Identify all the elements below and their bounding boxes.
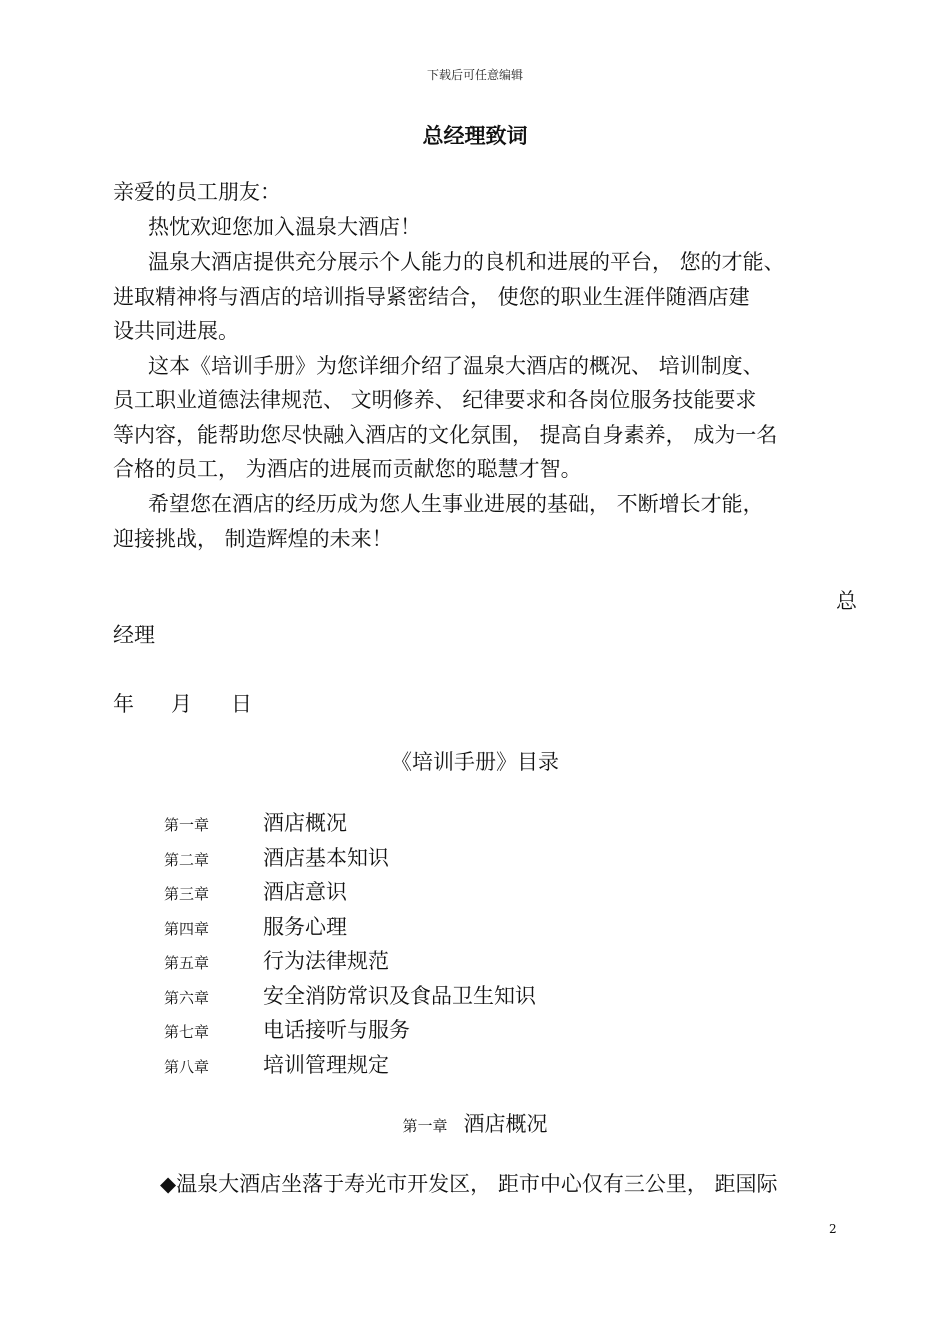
letter-line: 等内容，能帮助您尽快融入酒店的文化氛围， 提高自身素养， 成为一名 [113, 423, 778, 447]
letter-line: 希望您在酒店的经历成为您人生事业进展的基础， 不断增长才能， [148, 492, 764, 516]
toc-chapter-name: 行为法律规范 [263, 949, 389, 973]
page-number: 2 [829, 1222, 837, 1236]
letter-line: 进取精神将与酒店的培训指导紧密结合， 使您的职业生涯伴随酒店建 [113, 285, 750, 309]
chapter-heading [0, 1108, 950, 1138]
toc-chapter-name: 电话接听与服务 [263, 1018, 410, 1042]
chapter-first-line: ◆温泉大酒店坐落于寿光市开发区， 距市中心仅有三公里， 距国际 [160, 1172, 778, 1196]
letter-line: 温泉大酒店提供充分展示个人能力的良机和进展的平台， 您的才能、 [148, 250, 785, 274]
letter-line: 员工职业道德法律规范、 文明修养、 纪律要求和各岗位服务技能要求 [113, 388, 757, 412]
toc-chapter-number: 第五章 [164, 954, 210, 972]
signature-part2: 经理 [113, 623, 155, 647]
letter-line: 迎接挑战， 制造辉煌的未来！ [113, 527, 393, 551]
letter-line: 设共同进展。 [113, 319, 239, 343]
letter-line: 合格的员工， 为酒店的进展而贡献您的聪慧才智。 [113, 457, 582, 481]
date-month: 月 [171, 692, 192, 716]
page-title: 总经理致词 [422, 124, 528, 148]
toc-chapter-number: 第八章 [164, 1058, 210, 1076]
chapter-name: 酒店概况 [463, 1112, 548, 1136]
toc-chapter-number: 第一章 [164, 816, 210, 834]
signature-part1: 总 [836, 589, 857, 613]
toc-chapter-number: 第七章 [164, 1023, 210, 1041]
toc-chapter-number: 第二章 [164, 851, 210, 869]
toc-title: 《培训手册》目录 [391, 750, 559, 774]
toc-chapter-name: 培训管理规定 [263, 1053, 389, 1077]
toc-chapter-name: 酒店意识 [263, 880, 347, 904]
toc-chapter-number: 第六章 [164, 989, 210, 1007]
date-day: 日 [231, 692, 252, 716]
toc-chapter-name: 酒店基本知识 [263, 846, 389, 870]
date-year: 年 [113, 692, 134, 716]
letter-salutation: 亲爱的员工朋友： [113, 180, 281, 204]
letter-line: 这本《培训手册》为您详细介绍了温泉大酒店的概况、 培训制度、 [148, 354, 764, 378]
toc-chapter-number: 第四章 [164, 920, 210, 938]
toc-chapter-number: 第三章 [164, 885, 210, 903]
toc-chapter-name: 安全消防常识及食品卫生知识 [263, 984, 536, 1008]
chapter-number: 第一章 [402, 1117, 448, 1135]
letter-line: 热忱欢迎您加入温泉大酒店！ [148, 215, 421, 239]
toc-chapter-name: 服务心理 [263, 915, 347, 939]
toc-chapter-name: 酒店概况 [263, 811, 347, 835]
header-note: 下载后可任意编辑 [426, 68, 523, 82]
